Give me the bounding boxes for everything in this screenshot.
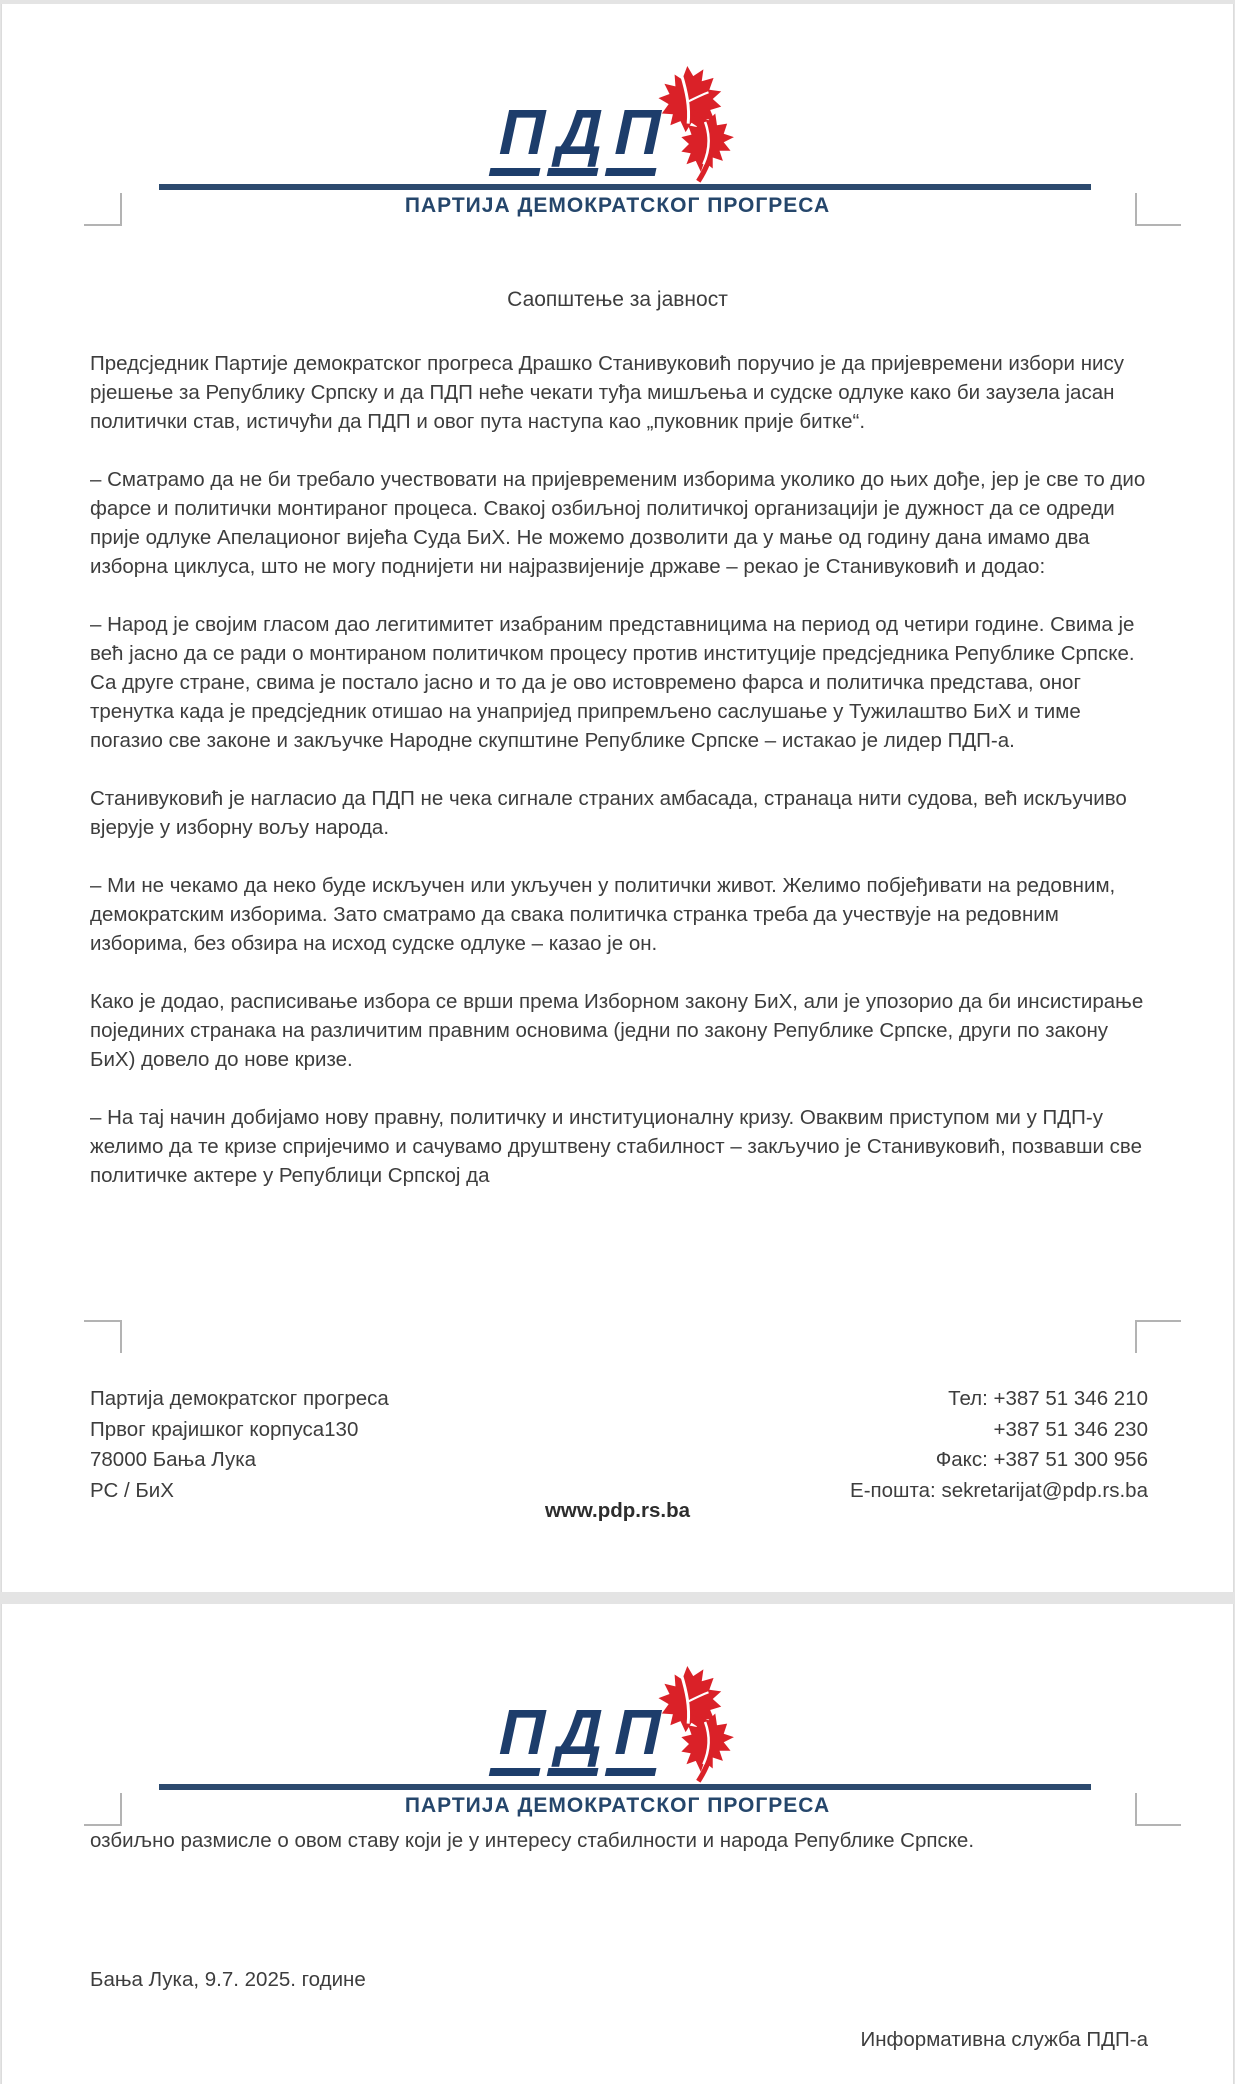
- email-line: Е-пошта: sekretarijat@pdp.rs.ba: [850, 1478, 1148, 1502]
- logo-letter: Д: [546, 100, 612, 176]
- address-line: 78000 Бања Лука: [90, 1448, 257, 1471]
- phone-line: +387 51 346 230: [993, 1417, 1148, 1441]
- paragraph: Предсједник Партије демократског прогреса Драшко Станивуковић поручио је да пријевремени избори нису рјешење за Републику Српску и да ПДП неће чекати туђа мишљења и судске одлуке како би заузела јасан политички став, истичући да ПДП и овог пута наступа као „пуковник прије битке“.: [90, 352, 1124, 433]
- letterhead-footer: [90, 1384, 1148, 1506]
- fax-line: Факс: +387 51 300 956: [935, 1448, 1148, 1471]
- address-line: Партија демократског прогреса: [90, 1387, 389, 1410]
- footer-corner-mark-left: [84, 1320, 122, 1353]
- header-rule: [159, 1784, 1091, 1790]
- header-corner-mark-left: [84, 1793, 122, 1826]
- org-name-title: ПАРТИЈА ДЕМОКРАТСКОГ ПРОГРЕСА: [404, 194, 831, 217]
- logo-letter: П: [604, 100, 670, 176]
- continuation-paragraph: озбиљно размисле о овом ставу који је у интересу стабилности и народа Републике Српске.: [90, 1829, 975, 1852]
- website-url: www.pdp.rs.ba: [544, 1499, 691, 1522]
- address-line: Првог крајишког корпуса130: [90, 1417, 359, 1441]
- org-name-title: ПАРТИЈА ДЕМОКРАТСКОГ ПРОГРЕСА: [404, 1794, 831, 1817]
- page-2: [1, 1604, 1234, 2084]
- logo-letter: П: [488, 1700, 554, 1776]
- dateline: Бања Лука, 9.7. 2025. године: [90, 1968, 366, 1991]
- paragraph: Како је додао, расписивање избора се врши према Изборном закону БиХ, али је упозорио да би инсистирање појединих странака на различитим правним основима (једни по закону Републике Српске, други по закону БиХ) довело до нове кризе.: [90, 990, 1144, 1071]
- logo-letter: П: [604, 1700, 670, 1776]
- document-title: Саопштење за јавност: [507, 288, 728, 311]
- footer-corner-mark-right: [1135, 1320, 1181, 1353]
- paragraph: – Ми не чекамо да неко буде искључен или укључен у политички живот. Желимо побјеђивати на редовним, демократским изборима. Зато сматрамо да свака политичка странка треба да учествује на редовним изборима, без обзира на исход судске одлуке – казао је он.: [90, 874, 1116, 955]
- header-corner-mark-left: [84, 193, 122, 226]
- header-corner-mark-right: [1135, 1793, 1181, 1826]
- paragraph: – Народ је својим гласом дао легитимитет изабраним представницима на период од четири године. Свима је већ јасно да се ради о монтираном политичком процесу против институције предсједника Републике Српске. Са друге стране, свима је постало јасно и то да је ово истовремено фарса и политичка представа, оног тренутка када је предсједник отишао на унапријед припремљено саслушање у Тужилаштво БиХ и тиме погазио све законе и закључке Народне скупштине Републике Српске – истакао је лидер ПДП-а.: [90, 613, 1135, 752]
- header-rule: [159, 184, 1091, 190]
- press-release-body: [90, 349, 1152, 1219]
- logo-letter: Д: [546, 1700, 612, 1776]
- logo-letter: П: [488, 100, 554, 176]
- page-1: [1, 4, 1234, 1592]
- oak-leaf-icon: [639, 64, 739, 190]
- address-block: [90, 1384, 389, 1506]
- phone-line: Тел: +387 51 346 210: [948, 1387, 1148, 1410]
- paragraph: Станивуковић је нагласио да ПДП не чека сигнале страних амбасада, странаца нити судова, већ искључиво вјерује у изборну вољу народа.: [90, 787, 1127, 839]
- contact-block: [850, 1384, 1148, 1506]
- paragraph: – Сматрамо да не би требало учествовати на пријевременим изборима уколико до њих дође, јер је све то дио фарсе и политички монтираног процеса. Свакој озбиљној политичкој организацији је дужност да се одреди прије одлуке Апелационог вијећа Суда БиХ. Не можемо дозволити да у мање од годину дана имамо два изборна циклуса, што не могу поднијети ни најразвијеније државе – рекао је Станивуковић и додао:: [90, 468, 1146, 578]
- header-corner-mark-right: [1135, 193, 1181, 226]
- address-line: РС / БиХ: [90, 1478, 174, 1502]
- signature: Информативна служба ПДП-а: [860, 2028, 1148, 2051]
- pdp-logo: [2, 56, 1233, 184]
- paragraph: – На тај начин добијамо нову правну, политичку и институционалну кризу. Оваквим приступом ми у ПДП-у желимо да те кризе спријечимо и сачувамо друштвену стабилност – закључио је Станивуковић, позвавши све политичке актере у Републици Српској да: [90, 1106, 1142, 1187]
- pdp-logo: [2, 1656, 1233, 1784]
- oak-leaf-icon: [639, 1664, 739, 1790]
